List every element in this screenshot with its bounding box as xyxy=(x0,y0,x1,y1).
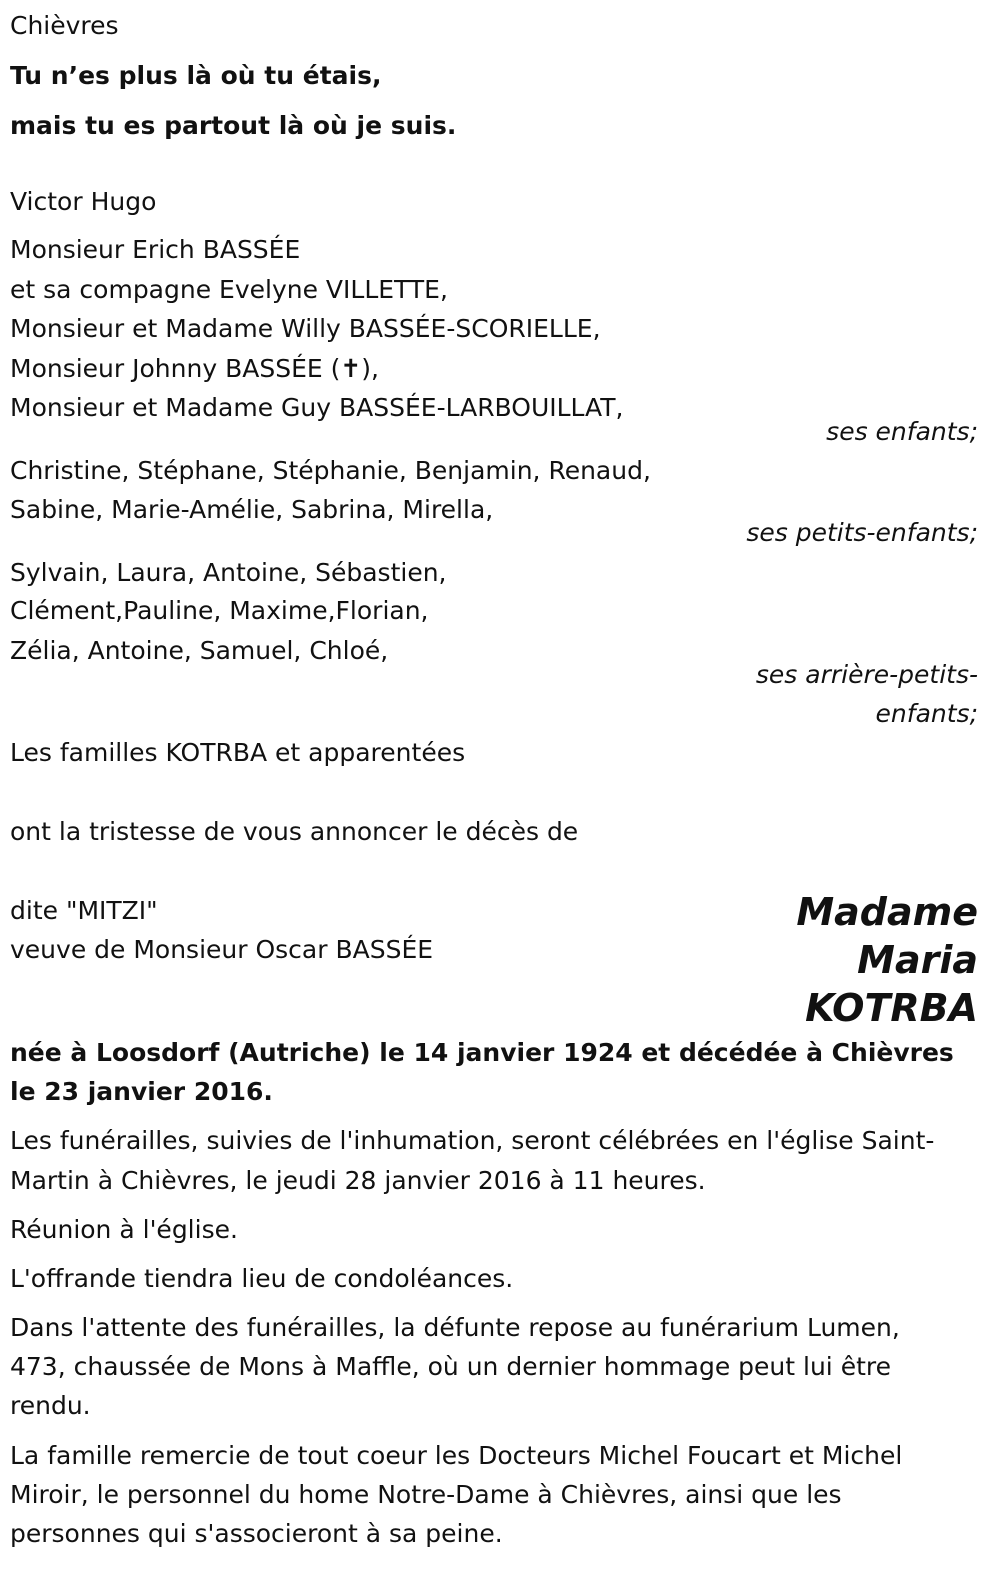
deceased-title: Madame xyxy=(796,890,978,934)
town-name: Chièvres xyxy=(10,11,119,40)
thanks-line-3: personnes qui s'associeront à sa peine. xyxy=(10,1519,503,1548)
quote-line-2: mais tu es partout là où je suis. xyxy=(10,111,457,140)
birth-death-info: née à Loosdorf (Autriche) le 14 janvier 1924 et décédée à Chièvres le 23 janvier 2016. xyxy=(10,1038,954,1106)
widow-of: veuve de Monsieur Oscar BASSÉE xyxy=(10,935,434,964)
announcement-line: ont la tristesse de vous annoncer le décès de xyxy=(10,817,579,846)
great-grandchildren-line: Sylvain, Laura, Antoine, Sébastien, xyxy=(10,558,447,587)
children-line: Monsieur et Madame Willy BASSÉE-SCORIELLE, xyxy=(10,314,601,343)
grandchildren-line: Christine, Stéphane, Stéphanie, Benjamin, Renaud, xyxy=(10,456,651,485)
deceased-first-name: Maria xyxy=(857,938,978,982)
grandchildren-line: Sabine, Marie-Amélie, Sabrina, Mirella, xyxy=(10,495,494,524)
meeting-line: Réunion à l'église. xyxy=(10,1215,238,1244)
great-grandchildren-relation: ses arrière-petits- xyxy=(755,660,978,689)
deceased-name xyxy=(796,888,978,1032)
great-grandchildren-line: Zélia, Antoine, Samuel, Chloé, xyxy=(10,636,389,665)
quote-line-1: Tu n’es plus là où tu étais, xyxy=(10,61,382,90)
nickname: dite "MITZI" xyxy=(10,896,158,925)
great-grandchildren-line: Clément,Pauline, Maxime,Florian, xyxy=(10,596,429,625)
deceased-last-name: KOTRBA xyxy=(805,986,978,1030)
grandchildren-relation: ses petits-enfants; xyxy=(746,518,978,547)
rest-line-3: rendu. xyxy=(10,1391,91,1420)
children-line: Monsieur et Madame Guy BASSÉE-LARBOUILLAT, xyxy=(10,393,624,422)
families-line: Les familles KOTRBA et apparentées xyxy=(10,738,466,767)
children-line: et sa compagne Evelyne VILLETTE, xyxy=(10,275,448,304)
children-line: Monsieur Johnny BASSÉE (✝), xyxy=(10,354,380,383)
children-line: Monsieur Erich BASSÉE xyxy=(10,235,301,264)
offering-line: L'offrande tiendra lieu de condoléances. xyxy=(10,1264,514,1293)
rest-line-1: Dans l'attente des funérailles, la défunte repose au funérarium Lumen, xyxy=(10,1313,900,1342)
children-relation: ses enfants; xyxy=(826,417,978,446)
thanks-line-1: La famille remercie de tout coeur les Docteurs Michel Foucart et Michel xyxy=(10,1441,903,1470)
quote-author: Victor Hugo xyxy=(10,187,157,216)
thanks-line-2: Miroir, le personnel du home Notre-Dame à Chièvres, ainsi que les xyxy=(10,1480,842,1509)
great-grandchildren-relation-cont: enfants; xyxy=(875,699,978,728)
funeral-line-2: Martin à Chièvres, le jeudi 28 janvier 2016 à 11 heures. xyxy=(10,1166,706,1195)
funeral-line-1: Les funérailles, suivies de l'inhumation, seront célébrées en l'église Saint- xyxy=(10,1126,935,1155)
rest-line-2: 473, chaussée de Mons à Maffle, où un dernier hommage peut lui être xyxy=(10,1352,891,1381)
